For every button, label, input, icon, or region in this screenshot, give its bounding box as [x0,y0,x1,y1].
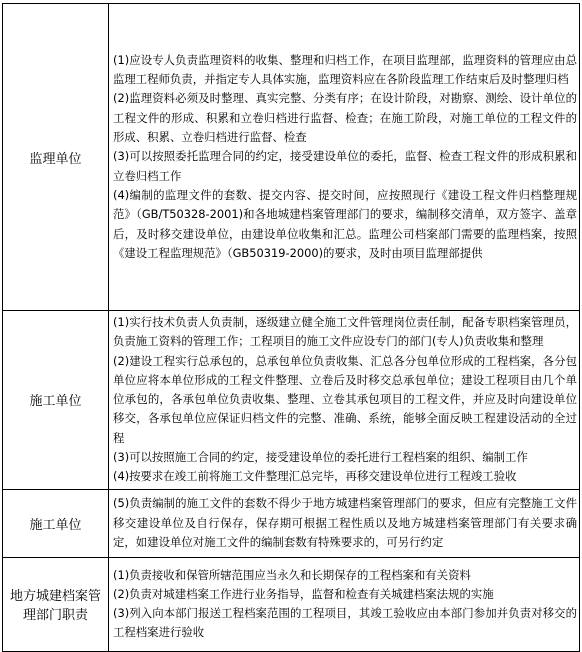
list-item: (1)实行技术负责人负责制，逐级建立健全施工文件管理岗位责任制，配备专职档案管理员，负责施工资料的管理工作；工程项目的施工文件应设专门的部门(专人)负责收集和整理 [113,315,577,349]
list-item: (2)负责对城建档案工作进行业务指导，监督和检查有关城建档案法规的实施 [113,586,494,601]
list-item: (3)可以按照委托监理合同的约定，接受建设单位的委托，监督、检查工程文件的形成积累和立卷归档工作 [113,149,577,183]
list-item: (5)负责编制的施工文件的套数不得少于地方城建档案管理部门的要求，但应有完整施工文件移交建设单位及自行保存，保存期可根据工程性质以及地方城建档案管理部门有关要求确定，如建设单位对施工文件的编制套数有特殊要求的，可另行约定 [113,496,577,549]
row-label: 施工单位 [3,489,109,557]
row-content [109,4,580,311]
list-item: (2)监理资料必须及时整理、真实完整、分类有序；在设计阶段，对勘察、测绘、设计单位的工程文件的形成、积累和立卷归档进行监督、检查；在施工阶段，对施工单位的工程文件的形成、积累、立卷归档进行监督、检查 [113,91,577,145]
table-row [3,311,580,490]
list-item: (1)应设专人负责监理资料的收集、整理和归档工作，在项目监理部，监理资料的管理应由总监理工程师负责，并指定专人具体实施，监理资料应在各阶段监理工作结束后及时整理归档 [113,52,577,87]
list-item: (4)编制的监理文件的套数、提交内容、提交时间，应按照现行《建设工程文件归档整理规范》（GB/T50328-2001)和各地城建档案管理部门的要求，编制移交清单，双方签字、盖章后，及时移交建设单位，由建设单位收集和汇总。监理公司档案部门需要的监理档案，按照《建设工程监理规范》（GB50319-2000)的要求，及时由项目监理部提供 [113,187,577,260]
list-item: (3)可以按照施工合同的约定，接受建设单位的委托进行工程档案的组织、编制工作 [113,450,528,465]
list-item: (1)负责接收和保管所辖范围应当永久和长期保存的工程档案和有关资料 [113,567,471,582]
responsibility-table [2,3,580,652]
list-item: (2)建设工程实行总承包的，总承包单位负责收集、汇总各分包单位形成的工程档案，各分包单位应将本单位形成的工程文件整理、立卷后及时移交总承包单位；建设工程项目由几个单位承包的，各承包单位负责收集、整理、立卷其承包项目的工程文件，并应及时向建设单位移交，各承包单位应保证归档文件的完整、准确、系统，能够全面反映工程建设活动的全过程 [113,353,577,445]
row-label: 施工单位 [3,311,109,490]
table-row [3,489,580,557]
table-row [3,557,580,651]
row-label: 地方城建档案管理部门职责 [3,557,109,651]
row-content [109,557,580,651]
row-label: 监理单位 [3,4,109,311]
list-item: (3)列入向本部门报送工程档案范围的工程项目，其竣工验收应由本部门参加并负责对移交的工程档案进行验收 [113,606,577,640]
row-content [109,311,580,490]
table-row [3,4,580,311]
row-content [109,489,580,557]
list-item: (4)按要求在竣工前将施工文件整理汇总完毕，再移交建设单位进行工程竣工验收 [113,469,517,484]
